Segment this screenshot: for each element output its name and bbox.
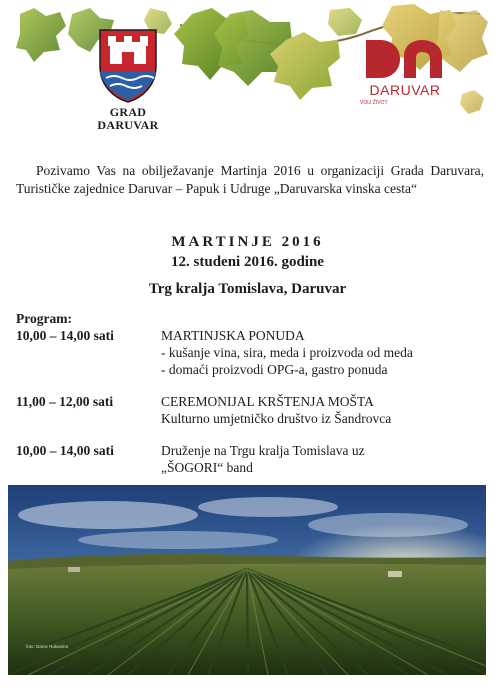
program-item-detail: - kušanje vina, sira, meda i proizvoda od meda (161, 345, 413, 360)
program-item-detail: - domaći proizvodi OPG-a, gastro ponuda (161, 362, 388, 377)
program-item-title: Druženje na Trgu kralja Tomislava uz (161, 443, 365, 458)
vineyard-landscape-photo (8, 485, 486, 675)
city-name-line2: DARUVAR (97, 118, 159, 132)
invitation-paragraph: Pozivamo Vas na obilježavanje Martinja 2016 u organizaciji Grada Daruvara, Turističke zajednice Daruvar – Papuk i Udruge „Daruvarska vinska cesta“ (16, 163, 484, 196)
city-coat-of-arms-icon (96, 26, 160, 104)
brand-mark-icon (366, 40, 442, 78)
city-name-line1: GRAD (109, 105, 147, 119)
event-place: Trg kralja Tomislava, Daruvar (148, 281, 347, 297)
program-item-description (161, 442, 481, 476)
program-item-description (161, 393, 481, 427)
program-item-detail: Kulturno umjetničko društvo iz Šandrovca (161, 411, 392, 426)
program-item-time: 11,00 – 12,00 sati (16, 394, 114, 409)
program-item-title: CEREMONIJAL KRŠTENJA MOŠTA (161, 394, 374, 409)
program-item-time: 10,00 – 14,00 sati (16, 443, 114, 458)
event-title: MARTINJE 2016 (171, 234, 324, 250)
brand-slogan: VOLI ŽIVOT (360, 100, 388, 106)
program-heading: Program: (16, 311, 72, 326)
program-item-description (161, 327, 481, 378)
program-item-detail: „ŠOGORI“ band (161, 460, 253, 475)
program-item-time: 10,00 – 14,00 sati (16, 328, 114, 343)
event-date: 12. studeni 2016. godine (171, 254, 324, 270)
brand-name: DARUVAR (369, 82, 441, 98)
city-name-label (80, 106, 176, 132)
daruvar-brand-logo (356, 40, 466, 126)
program-item-title: MARTINJSKA PONUDA (161, 328, 305, 343)
photo-credit: foto: Damir Rukavina (26, 644, 69, 649)
